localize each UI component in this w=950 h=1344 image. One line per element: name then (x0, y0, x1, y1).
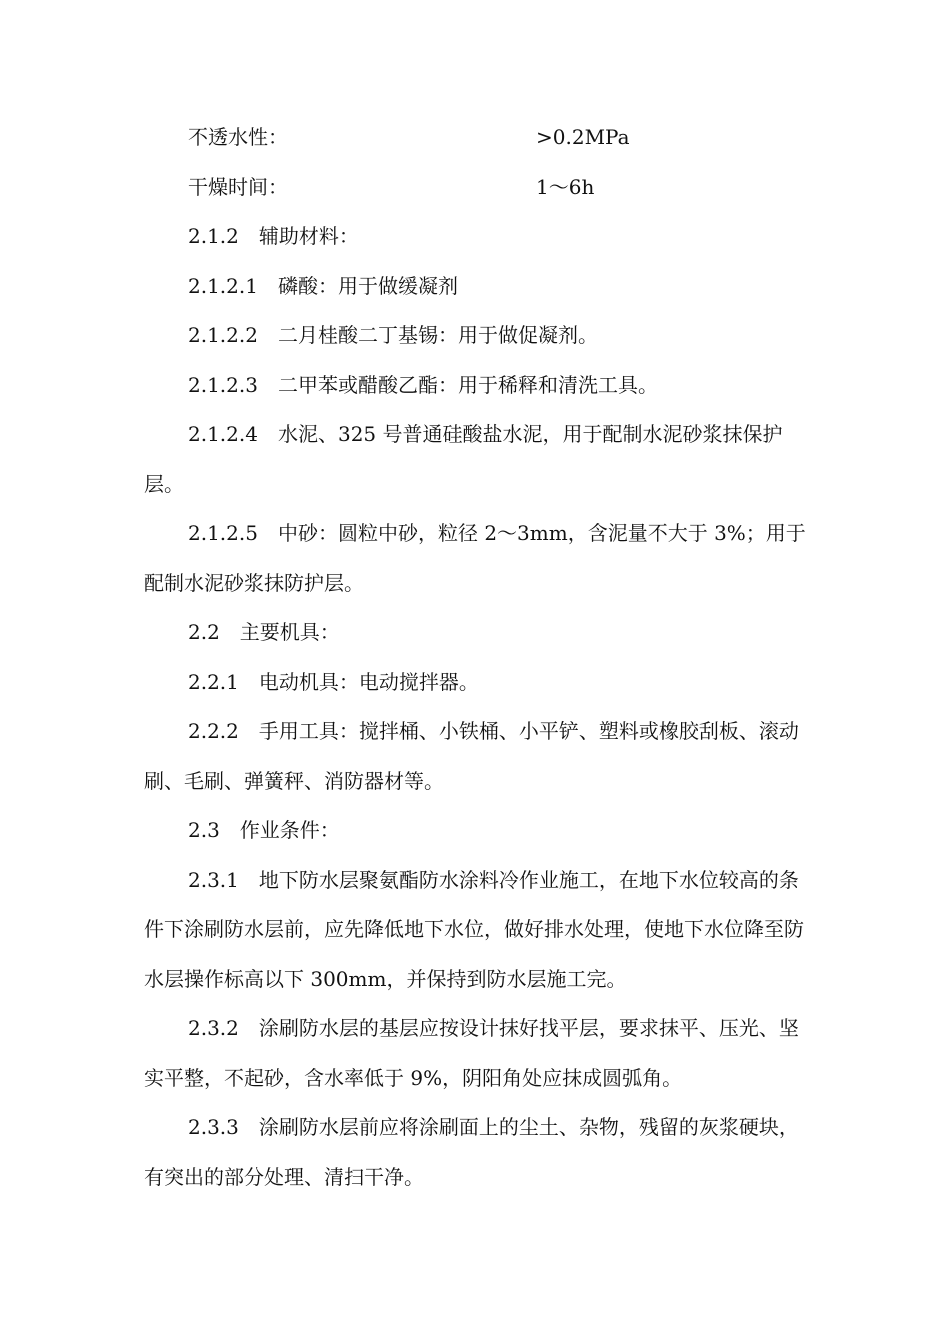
paragraph-dibutyltin-dilaurate: 2.1.2.2 二月桂酸二丁基锡：用于做促凝剂。 (188, 323, 598, 347)
paragraph-medium-sand: 2.1.2.5 中砂：圆粒中砂，粒径 2～3mm，含泥量不大于 3%；用于配制水泥砂浆抹防护层。 (144, 521, 806, 595)
property-label: 干燥时间： (188, 174, 288, 199)
paragraph-groundwater: 2.3.1 地下防水层聚氨酯防水涂料冷作业施工，在地下水位较高的条件下涂刷防水层前，应先降低地下水位，做好排水处理，使地下水位降至防水层操作标高以下 300mm，并保持到防水层施工完。 (144, 867, 804, 991)
property-row-impermeability (144, 113, 810, 163)
paragraph-electric-tools: 2.2.1 电动机具：电动搅拌器。 (188, 669, 479, 694)
paragraph-phosphoric-acid: 2.1.2.1 磷酸：用于做缓凝剂 (188, 273, 458, 298)
section-heading-work-conditions: 2.3 作业条件： (188, 818, 340, 842)
document-body (144, 113, 810, 1202)
section-heading-main-tools: 2.2 主要机具： (188, 620, 340, 644)
paragraph-base-layer: 2.3.2 涂刷防水层的基层应按设计抹好找平层，要求抹平、压光、坚实平整，不起砂，含水率低于 9%，阴阳角处应抹成圆弧角。 (144, 1016, 799, 1090)
paragraph-xylene-ethyl-acetate: 2.1.2.3 二甲苯或醋酸乙酯：用于稀释和清洗工具。 (188, 372, 658, 397)
property-row-drying-time (144, 163, 810, 213)
property-value: 1～6h (536, 174, 595, 199)
paragraph-surface-cleaning: 2.3.3 涂刷防水层前应将涂刷面上的尘土、杂物，残留的灰浆硬块，有突出的部分处理、清扫干净。 (144, 1115, 799, 1189)
paragraph-cement: 2.1.2.4 水泥、325 号普通硅酸盐水泥，用于配制水泥砂浆抹保护层。 (144, 422, 783, 496)
property-value: >0.2MPa (536, 125, 630, 149)
section-heading-auxiliary-materials: 2.1.2 辅助材料： (188, 224, 359, 248)
paragraph-hand-tools: 2.2.2 手用工具：搅拌桶、小铁桶、小平铲、塑料或橡胶刮板、滚动刷、毛刷、弹簧秤、消防器材等。 (144, 719, 799, 793)
property-label: 不透水性： (188, 125, 288, 149)
